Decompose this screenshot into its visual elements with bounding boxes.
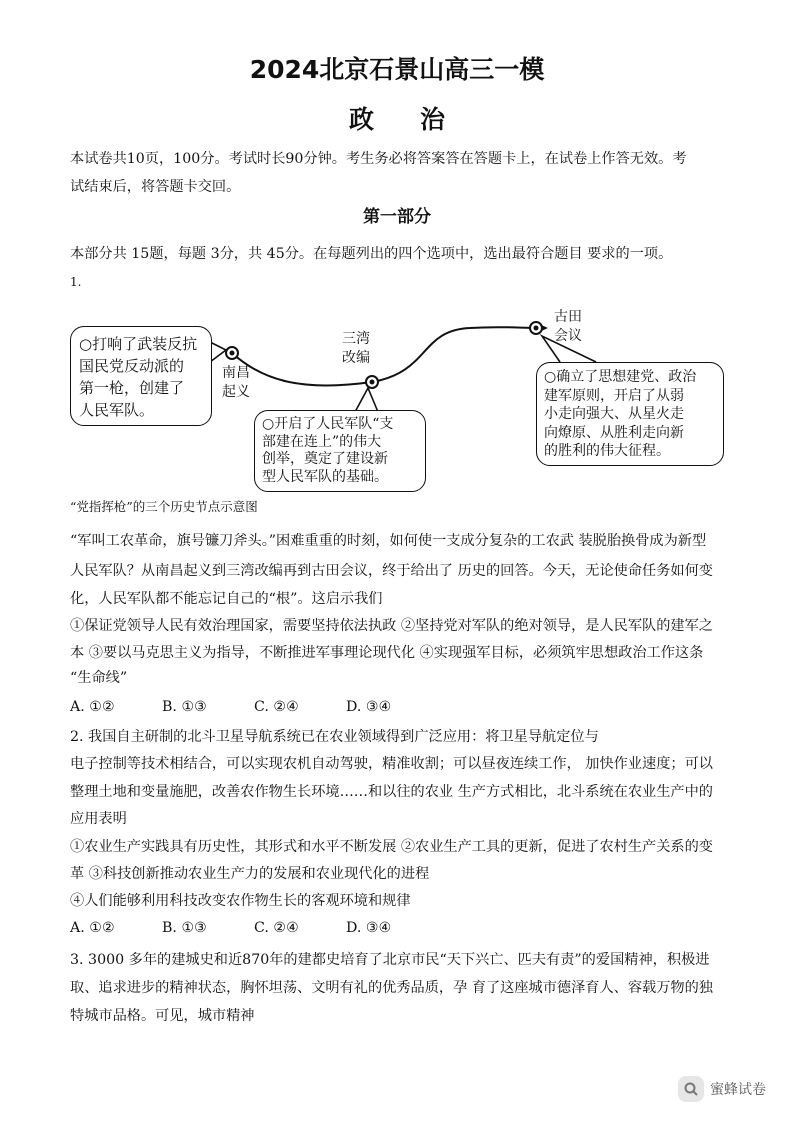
q1-line-3: 化，人民军队都不能忘记自己的“根”。这启示我们 xyxy=(70,591,383,607)
node-label-sanwan: 三湾改编 xyxy=(342,331,370,366)
q3-line-3: 特城市品格。可见，城市精神 xyxy=(70,1008,255,1024)
q2-line-4: 应用表明 xyxy=(70,811,127,827)
q2-line-1: 2. 我国自主研制的北斗卫星导航系统已在农业领域得到广泛应用：将卫星导航定位与 xyxy=(70,729,599,745)
q1-line-6: “生命线” xyxy=(70,670,128,686)
q3-line-2: 取、追求进步的精神状态，胸怀坦荡、文明有礼的优秀品质，孕 育了这座城市德泽育人、容载万物的独 xyxy=(70,980,713,996)
q2-line-6: 革 ③科技创新推动农业生产力的发展和农业现代化的进程 xyxy=(70,866,430,882)
q1-line-2: 人民军队？从南昌起义到三湾改编再到古田会议，终于给出了 历史的回答。今天，无论使命任务如何变 xyxy=(70,563,713,579)
intro-line-1: 本试卷共10页，100分。考试时长90分钟。考生务必将答案答在答题卡上，在试卷上作答无效。考 xyxy=(70,151,687,167)
callout-line: ○开启了人民军队“支 xyxy=(262,416,394,432)
callout-line: 的胜利的伟大征程。 xyxy=(544,443,670,459)
callout-line: 小走向强大、从星火走 xyxy=(544,406,684,422)
q2-option-b[interactable]: B. ①③ xyxy=(162,920,207,936)
q1-diagram xyxy=(0,290,794,500)
callout-line: 国民党反动派的 xyxy=(79,357,185,375)
callout-line: ○确立了思想建党、政治 xyxy=(544,369,697,385)
q1-option-c[interactable]: C. ②④ xyxy=(254,699,299,715)
section-desc: 本部分共 15题，每题 3分，共 45分。在每题列出的四个选项中，选出最符合题目 要求的一项。 xyxy=(70,246,673,262)
q3-line-1: 3. 3000 多年的建城史和近870年的建都史培育了北京市民“天下兴亡、匹夫有责”的爱国精神，积极进 xyxy=(70,952,710,968)
q2-option-c[interactable]: C. ②④ xyxy=(254,920,299,936)
q2-line-7: ④人们能够利用科技改变农作物生长的客观环境和规律 xyxy=(70,893,411,909)
q1-line-1: “军叫工农革命，旗号镰刀斧头。”困难重重的时刻，如何使一支成分复杂的工农武 装脱胎换骨成为新型 xyxy=(70,533,707,549)
q2-option-d[interactable]: D. ③④ xyxy=(346,920,392,936)
callout-line: 向燎原、从胜利走向新 xyxy=(544,424,684,441)
q2-line-5: ①农业生产实践具有历史性，其形式和水平不断发展 ②农业生产工具的更新，促进了农村生产关系的变 xyxy=(70,839,713,855)
watermark xyxy=(678,1076,766,1102)
callout-line: 人民军队。 xyxy=(79,401,155,419)
callout-gutian xyxy=(536,362,724,466)
q2-option-a[interactable]: A. ①② xyxy=(70,920,115,936)
callout-line: ○打响了武装反抗 xyxy=(79,335,198,353)
q1-number: 1. xyxy=(70,275,82,289)
callout-sanwan xyxy=(254,410,426,492)
node-label-gutian: 古田会议 xyxy=(554,309,582,344)
q1-option-b[interactable]: B. ①③ xyxy=(162,699,207,715)
callout-nanchang xyxy=(70,326,212,426)
q2-line-3: 整理土地和变量施肥，改善农作物生长环境……和以往的农业 生产方式相比，北斗系统在农业生产中的 xyxy=(70,784,713,800)
page-title: 2024北京石景山高三一模 xyxy=(249,55,545,84)
diagram-caption: “党指挥枪”的三个历史节点示意图 xyxy=(70,499,258,514)
callout-line: 部建在连上”的伟大 xyxy=(262,433,382,450)
q1-option-a[interactable]: A. ①② xyxy=(70,699,115,715)
q1-options xyxy=(70,693,730,721)
callout-line: 型人民军队的基础。 xyxy=(262,468,388,485)
q1-option-d[interactable]: D. ③④ xyxy=(346,699,392,715)
watermark-text: 蜜蜂试卷 xyxy=(710,1082,766,1098)
subject-title: 政治 xyxy=(348,105,491,134)
section-title: 第一部分 xyxy=(363,207,431,227)
callout-line: 第一枪，创建了 xyxy=(79,379,185,397)
node-label-nanchang: 南昌起义 xyxy=(222,365,250,400)
callout-line: 建军原则，开启了从弱 xyxy=(544,387,684,404)
q2-options xyxy=(70,914,730,942)
q1-line-4: ①保证党领导人民有效治理国家，需要坚持依法执政 ②坚持党对军队的绝对领导，是人民军队的建军之 xyxy=(70,618,713,634)
search-icon xyxy=(678,1076,704,1102)
callout-line: 创举，奠定了建设新 xyxy=(262,451,388,467)
q2-line-2: 电子控制等技术相结合，可以实现农机自动驾驶，精准收割；可以昼夜连续工作， 加快作业速度；可以 xyxy=(70,756,713,772)
intro-line-2: 试结束后，将答题卡交回。 xyxy=(70,179,241,195)
q1-line-5: 本 ③要以马克思主义为指导，不断推进军事理论现代化 ④实现强军目标，必须筑牢思想政治工作这条 xyxy=(70,645,704,661)
